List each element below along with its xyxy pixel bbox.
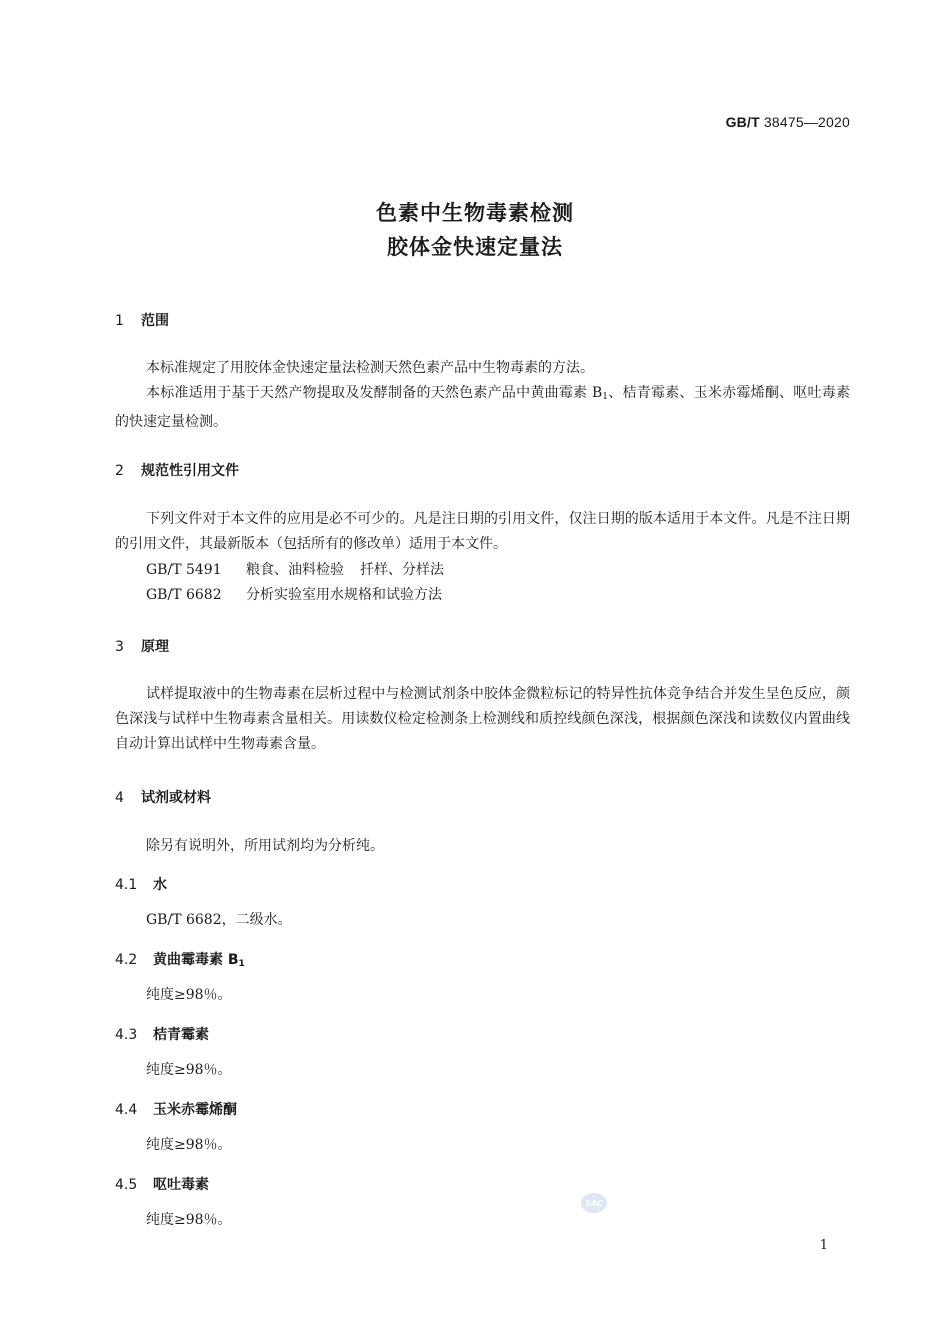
- standard-prefix: GB/T: [725, 114, 760, 130]
- reference-title: 分析实验室用水规格和试验方法: [246, 587, 442, 603]
- scope-text-a: 本标准适用于基于天然产物提取及发酵制备的天然色素产品中黄曲霉素 B: [146, 385, 603, 401]
- section-title: 试剂或材料: [141, 790, 211, 806]
- logo-text: SAC: [585, 1199, 603, 1208]
- principle-paragraph: 试样提取液中的生物毒素在层析过程中与检测试剂条中胶体金微粒标记的特异性抗体竞争结合并发生呈色反应，颜色深浅与试样中生物毒素含量相关。用读数仪检定检测条上检测线和质控线颜色深浅，根据颜色深浅和读数仪内置曲线自动计算出试样中生物毒素含量。: [115, 686, 850, 752]
- scope-text-b: 、桔青霉素、玉米赤霉烯酮、呕吐毒素的快速定量检测。: [115, 385, 850, 430]
- subscript: 1: [238, 959, 245, 969]
- subsection-4-2-text: 纯度≥98％。: [146, 987, 232, 1003]
- reference-title: 粮食、油料检验: [246, 562, 344, 578]
- subsection-number: 4.5: [115, 1177, 138, 1193]
- reference-item: [146, 584, 442, 604]
- reagents-intro-paragraph: 除另有说明外，所用试剂均为分析纯。: [146, 838, 384, 854]
- section-number: 4: [115, 790, 124, 806]
- subsection-4-1-text: GB/T 6682，二级水。: [146, 912, 292, 928]
- section-2-heading: [115, 460, 239, 480]
- subsection-number: 4.2: [115, 952, 138, 968]
- section-4-heading: [115, 787, 211, 807]
- section-3-heading: [115, 636, 169, 656]
- subsection-4-5-heading: [115, 1174, 209, 1194]
- section-title: 原理: [141, 639, 169, 655]
- document-title-line2: 胶体金快速定量法: [387, 235, 563, 259]
- document-title-line1: 色素中生物毒素检测: [376, 201, 574, 225]
- subsection-title: 水: [153, 877, 167, 893]
- subsection-title: 黄曲霉毒素 B: [153, 952, 239, 968]
- subsection-title: 桔青霉素: [153, 1027, 209, 1043]
- subsection-title: 玉米赤霉烯酮: [153, 1102, 237, 1118]
- subsection-4-1-heading: [115, 874, 167, 894]
- section-number: 2: [115, 463, 124, 479]
- reference-code: GB/T 5491: [146, 562, 222, 578]
- reference-item: [146, 559, 444, 579]
- scope-paragraph-1: 本标准规定了用胶体金快速定量法检测天然色素产品中生物毒素的方法。: [146, 360, 594, 376]
- subsection-4-2-heading: [115, 949, 245, 969]
- subsection-4-5-text: 纯度≥98％。: [146, 1212, 232, 1228]
- subsection-4-4-heading: [115, 1099, 237, 1119]
- section-title: 范围: [141, 313, 169, 329]
- section-1-heading: [115, 310, 169, 330]
- subscript: 1: [602, 392, 608, 402]
- section-number: 3: [115, 639, 124, 655]
- page-number: 1: [819, 1238, 828, 1253]
- subsection-number: 4.3: [115, 1027, 138, 1043]
- subsection-number: 4.4: [115, 1102, 138, 1118]
- subsection-4-4-text: 纯度≥98％。: [146, 1137, 232, 1153]
- reference-code: GB/T 6682: [146, 587, 222, 603]
- reference-title-b: 扦样、分样法: [360, 562, 444, 578]
- standard-code: [726, 114, 850, 130]
- section-title: 规范性引用文件: [141, 463, 239, 479]
- normative-references-paragraph: 下列文件对于本文件的应用是必不可少的。凡是注日期的引用文件，仅注日期的版本适用于本文件。凡是不注日期的引用文件，其最新版本（包括所有的修改单）适用于本文件。: [115, 511, 850, 552]
- standard-number: 38475—2020: [763, 114, 850, 130]
- subsection-4-3-text: 纯度≥98％。: [146, 1062, 232, 1078]
- subsection-4-3-heading: [115, 1024, 209, 1044]
- subsection-number: 4.1: [115, 877, 138, 893]
- scope-paragraph-2: [115, 381, 850, 435]
- sac-logo-icon: [580, 1192, 608, 1214]
- subsection-title: 呕吐毒素: [153, 1177, 209, 1193]
- section-number: 1: [115, 313, 124, 329]
